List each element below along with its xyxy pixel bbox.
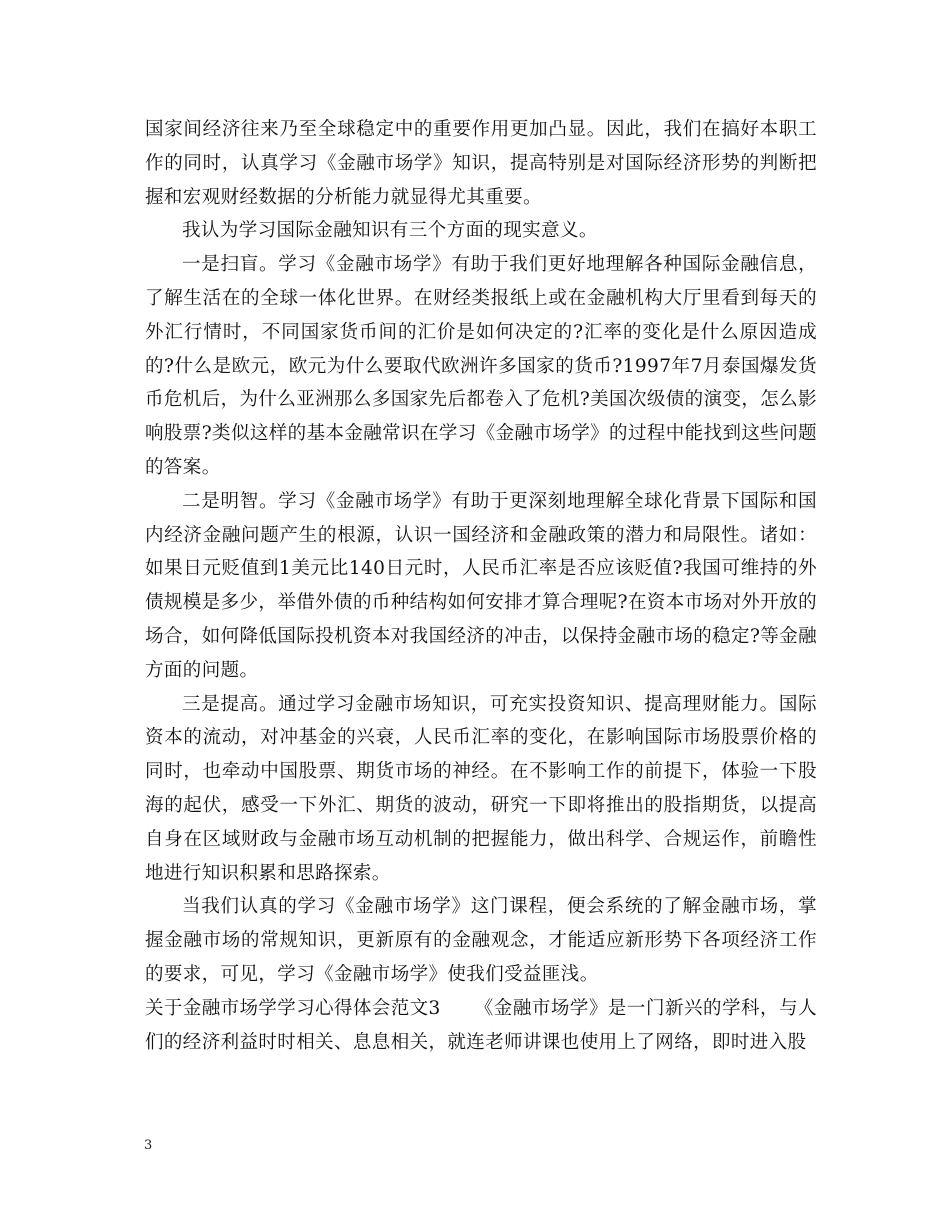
page-number: 3 <box>144 1138 153 1153</box>
section-paragraph <box>145 992 817 1060</box>
paragraph-continuation: 国家间经济往来乃至全球稳定中的重要作用更加凸显。因此，我们在搞好本职工作的同时，认真学习《金融市场学》知识，提高特别是对国际经济形势的判断把握和宏观财经数据的分析能力就显得尤其重要。 <box>145 119 817 208</box>
document-body <box>145 113 817 1059</box>
paragraph-point-two: 二是明智。学习《金融市场学》有助于更深刻地理解全球化背景下国际和国内经济金融问题产生的根源，认识一国经济和金融政策的潜力和局限性。诸如：如果日元贬值到1美元比140日元时，人民币汇率是否应该贬值?我国可维持的外债规模是多少，举借外债的币种结构如何安排才算合理呢?在资本市场对外开放的场合，如何降低国际投机资本对我国经济的冲击，以保持金融市场的稳定?等金融方面的问题。 <box>145 490 817 681</box>
section-heading: 关于金融市场学学习心得体会范文3 <box>145 997 441 1019</box>
paragraph-point-three: 三是提高。通过学习金融市场知识，可充实投资知识、提高理财能力。国际资本的流动，对冲基金的兴衰，人民币汇率的变化，在影响国际市场股票价格的同时，也牵动中国股票、期货市场的神经。在不影响工作的前提下，体验一下股海的起伏，感受一下外汇、期货的波动，研究一下即将推出的股指期货，以提高自身在区域财政与金融市场互动机制的把握能力，做出科学、合规运作，前瞻性地进行知识积累和思路探索。 <box>145 693 817 884</box>
paragraph-conclusion: 当我们认真的学习《金融市场学》这门课程，便会系统的了解金融市场，掌握金融市场的常规知识，更新原有的金融观念，才能适应新形势下各项经济工作的要求，可见，学习《金融市场学》使我们受益匪浅。 <box>145 896 817 985</box>
paragraph-intro: 我认为学习国际金融知识有三个方面的现实意义。 <box>182 220 598 242</box>
paragraph-point-one: 一是扫盲。学习《金融市场学》有助于我们更好地理解各种国际金融信息，了解生活在的全球一体化世界。在财经类报纸上或在金融机构大厅里看到每天的外汇行情时，不同国家货币间的汇价是如何决定的?汇率的变化是什么原因造成的?什么是欧元，欧元为什么要取代欧洲许多国家的货币?1997年7月泰国爆发货币危机后，为什么亚洲那么多国家先后都卷入了危机?美国次级债的演变，怎么影响股票?类似这样的基本金融常识在学习《金融市场学》的过程中能找到这些问题的答案。 <box>145 254 817 478</box>
section-text: 《金融市场学》是一门新兴的学科，与人们的经济利益时时相关、息息相关，就连老师讲课也使用上了网络，即时进入股 <box>145 997 817 1053</box>
